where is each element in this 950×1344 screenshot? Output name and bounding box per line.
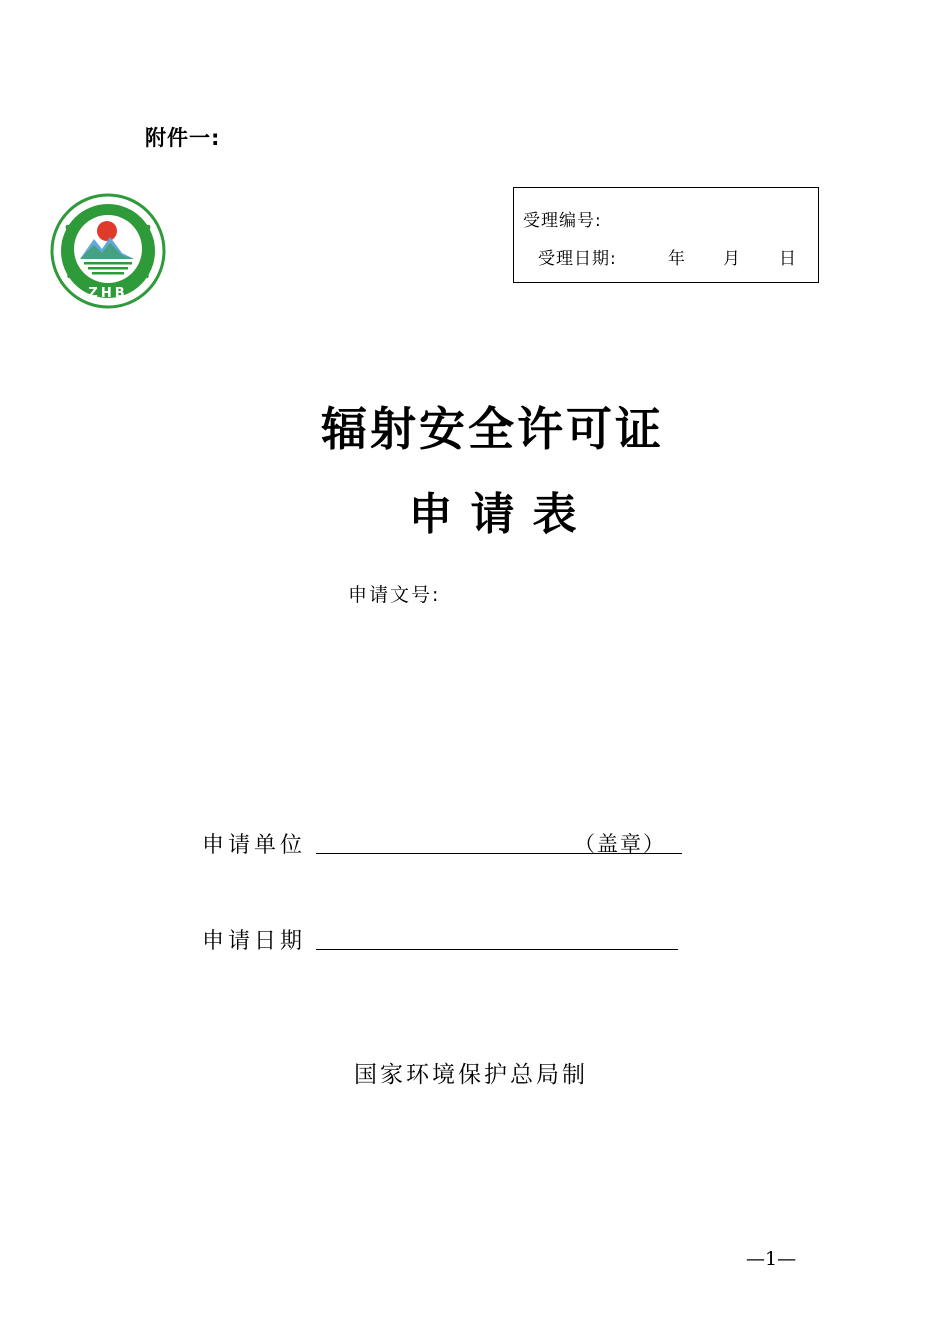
acceptance-day: 日 [779, 249, 796, 269]
attachment-label: 附件一: [145, 126, 221, 150]
zhb-emblem-icon [50, 193, 166, 309]
document-subtitle [0, 478, 950, 542]
page-number: —1— [746, 1248, 797, 1270]
acceptance-number-label: 受理编号: [523, 211, 602, 231]
issuer-label: 国家环境保护总局制 [354, 1062, 588, 1088]
acceptance-month: 月 [723, 249, 740, 269]
application-date-label: 申请日期 [202, 929, 307, 954]
subtitle-char: 表 [532, 489, 577, 540]
doc-number-label: 申请文号: [348, 584, 441, 606]
logo-text: ZHB [88, 286, 128, 301]
document-title: 辐射安全许可证 [321, 402, 664, 456]
applicant-unit-label: 申请单位 [202, 833, 307, 858]
subtitle-char: 请 [470, 489, 515, 540]
acceptance-date-label: 受理日期: [538, 249, 617, 269]
application-date-field[interactable] [316, 949, 678, 950]
seal-note: （盖章） [574, 832, 666, 856]
acceptance-box [513, 187, 819, 283]
subtitle-char: 申 [408, 489, 453, 540]
acceptance-year: 年 [668, 249, 685, 269]
